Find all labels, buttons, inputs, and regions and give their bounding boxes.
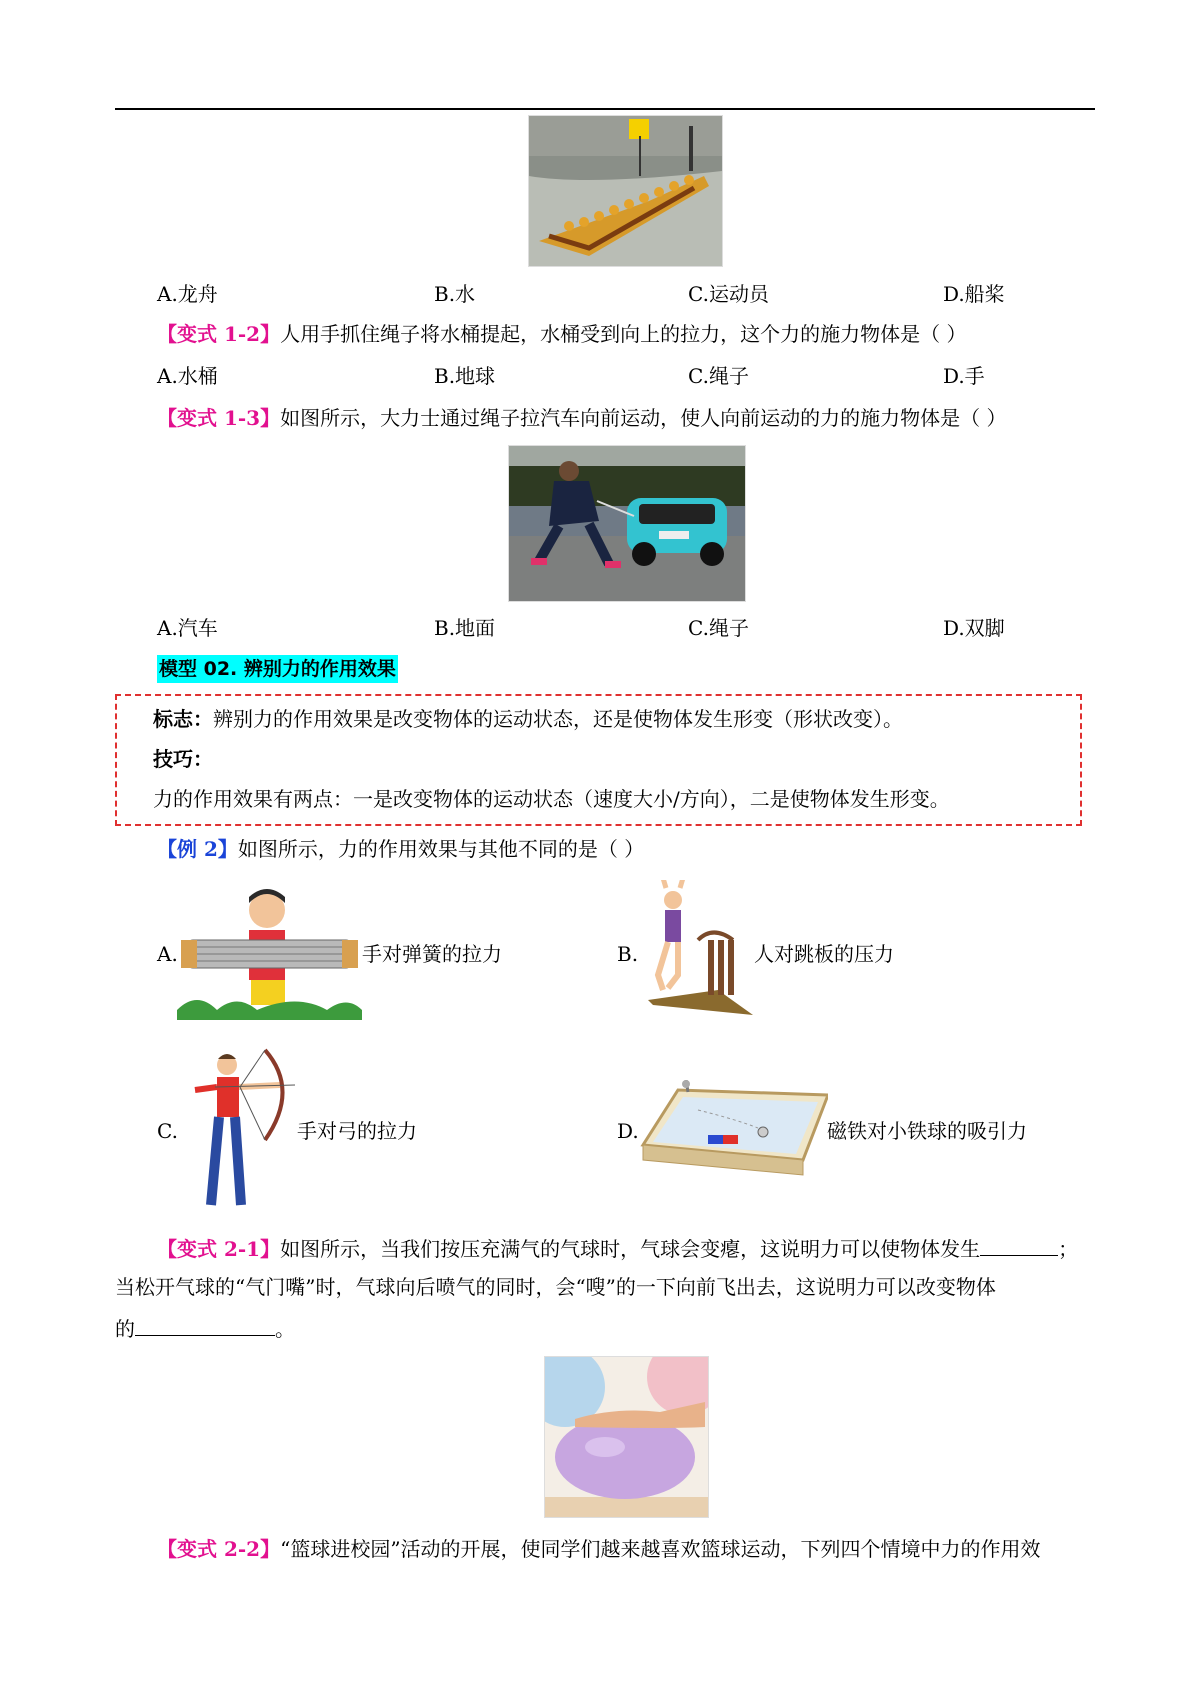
option-d: D.手 [943, 364, 985, 388]
question-tag: 【变式 2-2】 [157, 1537, 281, 1561]
example-stem: 如图所示，力的作用效果与其他不同的是（ ） [237, 837, 645, 861]
question-tag: 【变式 1-2】 [157, 322, 281, 346]
strongman-car-photo [508, 445, 746, 602]
question-tag: 【变式 1-3】 [157, 406, 281, 430]
question-text: 如图所示，当我们按压充满气的气球时，气球会变瘪，这说明力可以使物体发生 [280, 1237, 981, 1261]
sign-label: 标志： [153, 707, 213, 731]
option-a: A.龙舟 [157, 282, 218, 306]
dragon-boat-photo [528, 115, 723, 267]
archer-illustration [185, 1045, 300, 1215]
question-stem: “篮球进校园”活动的开展，使同学们越来越喜欢篮球运动，下列四个情境中力的作用效 [280, 1537, 1041, 1561]
magnet-table-illustration [638, 1080, 828, 1185]
example-tag: 【例 2】 [157, 837, 238, 861]
text-start: 的 [115, 1317, 135, 1341]
ex2-option-c-caption: 手对弓的拉力 [297, 1119, 417, 1143]
ex2-option-a-caption: 手对弹簧的拉力 [362, 942, 502, 966]
option-a: A.水桶 [157, 364, 218, 388]
question-1-3 [157, 404, 1006, 432]
ex2-option-c-letter: C. [157, 1119, 178, 1143]
question-2-1-line1 [157, 1233, 1078, 1263]
example-2 [157, 835, 644, 863]
option-b: B.地球 [434, 364, 496, 388]
option-d: D.船桨 [943, 282, 1005, 306]
option-a: A.汽车 [157, 616, 218, 640]
punctuation: ； [1058, 1237, 1079, 1261]
ex2-option-d-letter: D. [617, 1119, 639, 1143]
answer-blank-1[interactable] [980, 1233, 1058, 1256]
model-title: 模型 02. 辨别力的作用效果 [157, 655, 398, 683]
option-d: D.双脚 [943, 616, 1005, 640]
question-2-1-line3 [115, 1313, 295, 1343]
question-1-2 [157, 320, 966, 348]
ex2-option-b-letter: B. [617, 942, 639, 966]
question-tag: 【变式 2-1】 [157, 1237, 281, 1261]
option-c: C.运动员 [688, 282, 769, 306]
spring-exerciser-illustration [177, 885, 362, 1020]
option-b: B.水 [434, 282, 476, 306]
punctuation: 。 [275, 1317, 295, 1341]
ex2-option-a-letter: A. [157, 942, 178, 966]
question-2-2 [157, 1535, 1041, 1563]
tip-label: 技巧： [153, 747, 213, 771]
question-stem: 人用手抓住绳子将水桶提起，水桶受到向上的拉力，这个力的施力物体是（ ） [280, 322, 967, 346]
answer-blank-2[interactable] [135, 1313, 275, 1336]
option-b: B.地面 [434, 616, 496, 640]
sign-line [153, 705, 903, 733]
question-2-1-line2: 当松开气球的“气门嘴”时，气球向后喷气的同时，会“嗖”的一下向前飞出去，这说明力可以改变物体 [115, 1275, 996, 1299]
header-rule [115, 108, 1095, 110]
sign-text: 辨别力的作用效果是改变物体的运动状态，还是使物体发生形变（形状改变）。 [213, 707, 903, 731]
ex2-option-b-caption: 人对跳板的压力 [754, 942, 894, 966]
ex2-option-d-caption: 磁铁对小铁球的吸引力 [827, 1119, 1027, 1143]
diving-board-illustration [638, 880, 753, 1025]
balloon-press-photo [544, 1356, 709, 1518]
option-c: C.绳子 [688, 616, 749, 640]
question-stem: 如图所示，大力士通过绳子拉汽车向前运动，使人向前运动的力的施力物体是（ ） [280, 406, 1007, 430]
option-c: C.绳子 [688, 364, 749, 388]
tip-text: 力的作用效果有两点：一是改变物体的运动状态（速度大小/方向），二是使物体发生形变。 [153, 787, 950, 811]
